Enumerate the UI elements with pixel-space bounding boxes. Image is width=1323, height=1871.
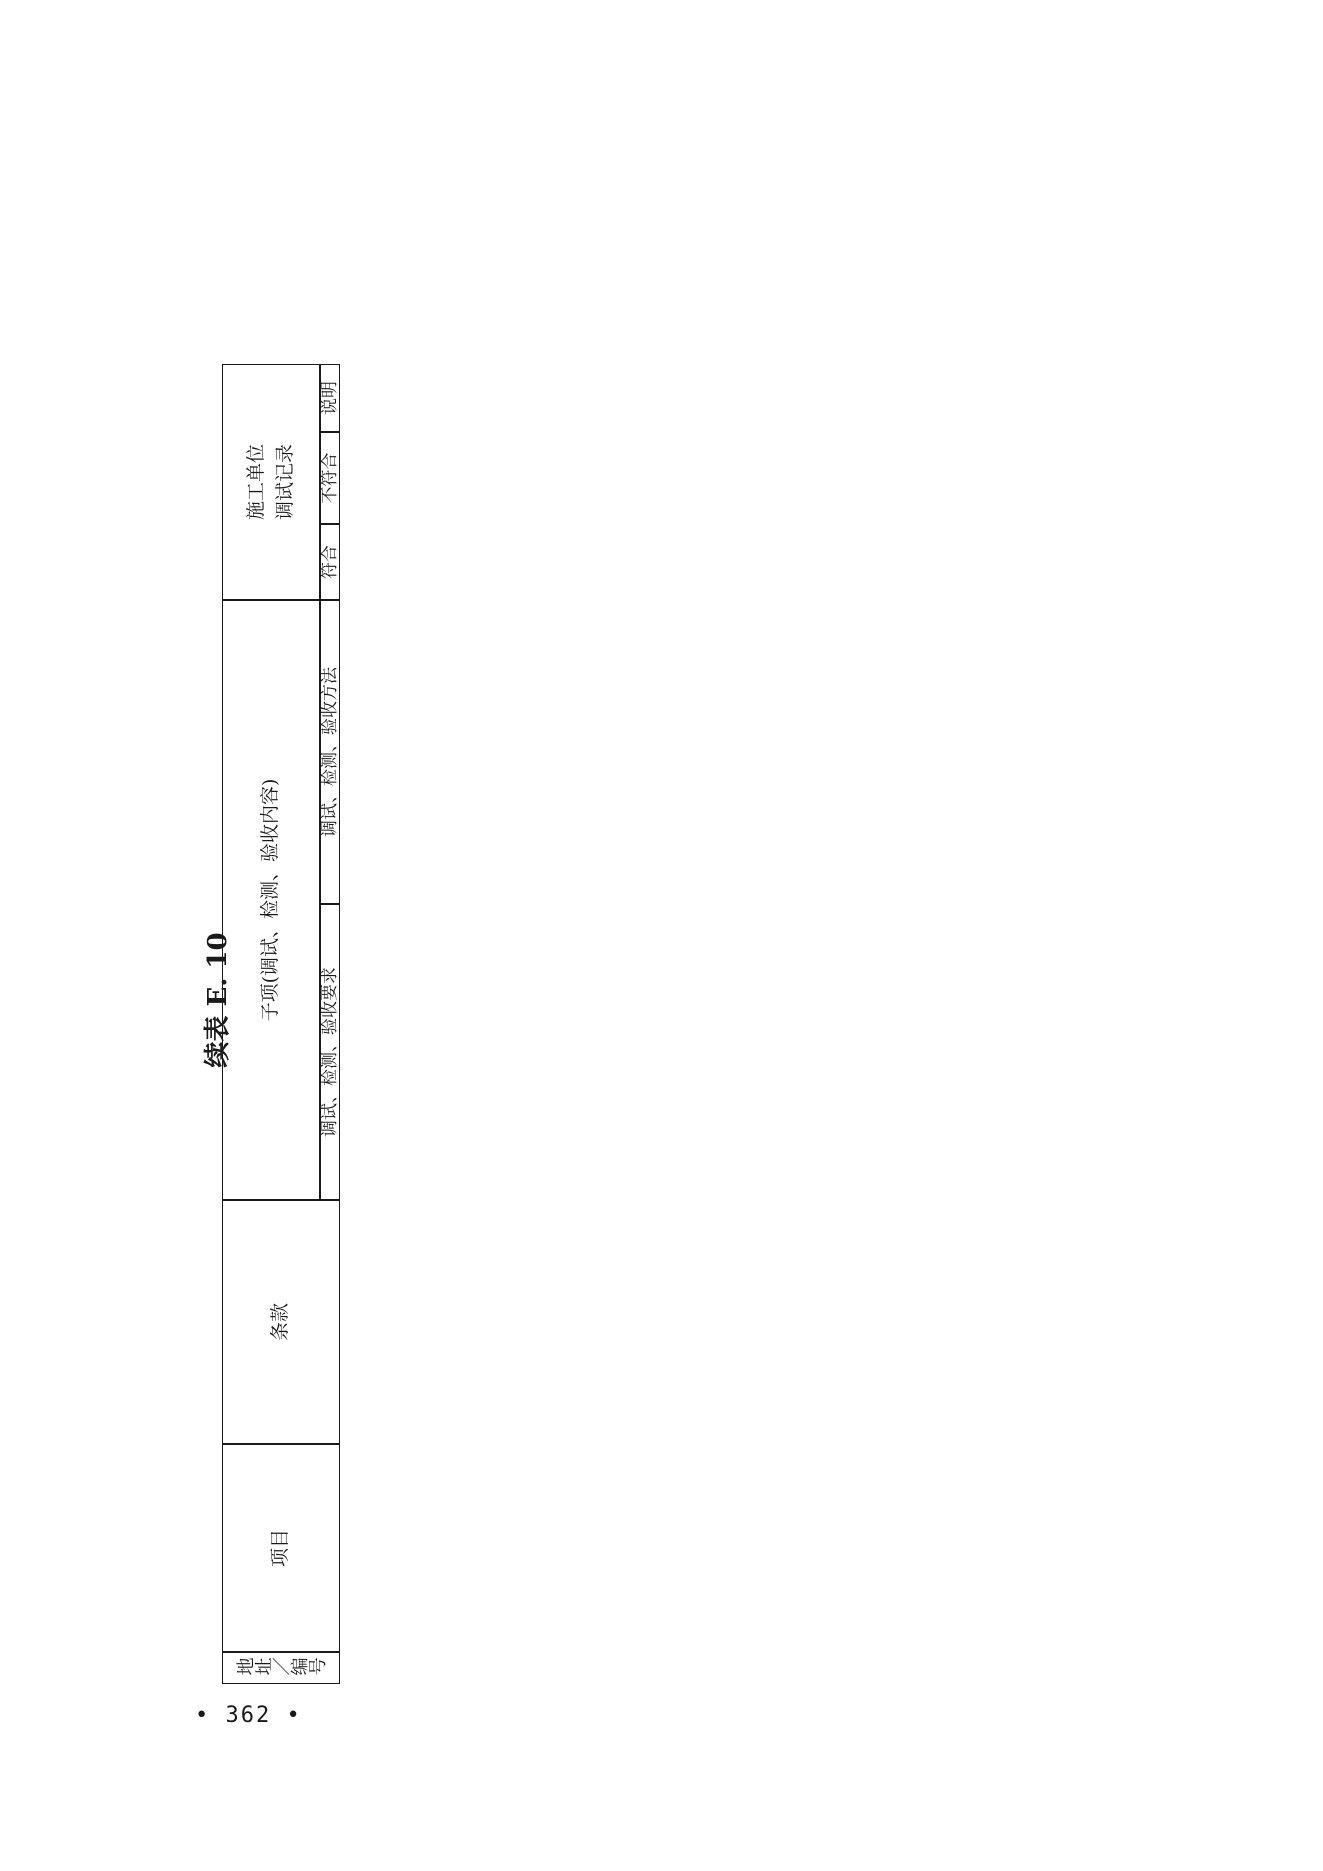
- inspection-table: [222, 204, 1132, 1684]
- construction-note: 说明: [320, 364, 340, 432]
- construction-nonconform: 不符合: [320, 432, 340, 524]
- address-header: 地址／编号: [222, 1652, 340, 1684]
- construction-header: 施工单位 调试记录: [222, 364, 320, 600]
- requirement-header: 调试、检测、验收要求: [320, 904, 340, 1200]
- clause-header: 条款: [222, 1200, 340, 1444]
- table-rotated-frame: [222, 204, 1132, 1684]
- project-header: 项目: [222, 1444, 340, 1652]
- method-header: 调试、检测、验收方法: [320, 600, 340, 904]
- subitem-header: 子项(调试、检测、验收内容): [222, 600, 320, 1200]
- page-number: • 362 •: [195, 1703, 302, 1728]
- construction-conform: 符合: [320, 524, 340, 600]
- table-title: 续表 E. 10: [203, 932, 233, 1068]
